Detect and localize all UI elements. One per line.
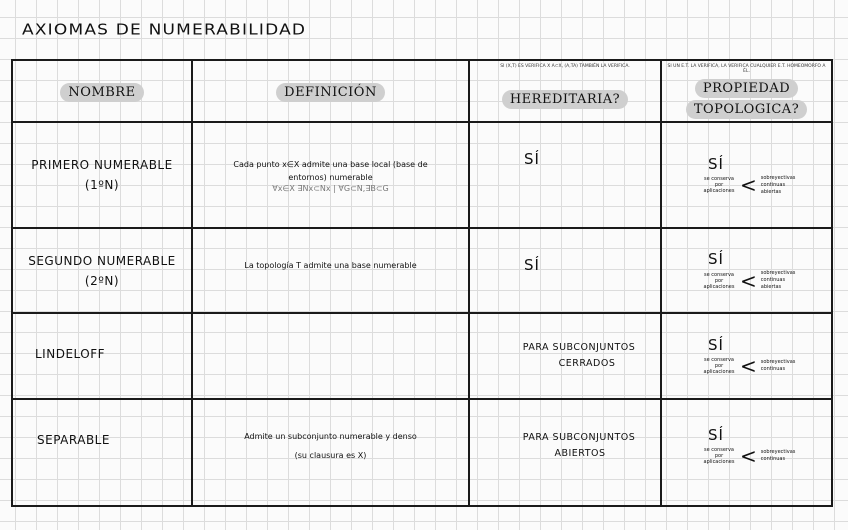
row-property-cell (661, 399, 832, 506)
row-name-abbr: (2ºN) (84, 273, 120, 288)
header-nombre-label: NOMBRE (60, 83, 143, 102)
row-hereditary-cell (469, 122, 661, 228)
table-row (12, 228, 832, 313)
row-definition-cell (192, 228, 469, 313)
row-name: LINDELOFF (35, 347, 106, 361)
row-definition: La topología T admite una base numerable (244, 261, 417, 270)
row-property-cell (661, 228, 832, 313)
row-name: PRIMERO NUMERABLE (31, 158, 173, 172)
row-property-si: SÍ (708, 154, 724, 173)
prop-note-1: se conserva (703, 357, 734, 363)
prop-list-item: sobreyectivas (760, 359, 796, 365)
header-definicion (192, 60, 469, 122)
prop-note-1: se conserva (703, 271, 734, 278)
row-definition-cell (192, 122, 469, 228)
row-definition-cell (192, 313, 469, 399)
header-hereditaria-label: HEREDITARIA? (502, 90, 628, 109)
row-property-si: SÍ (708, 336, 724, 354)
less-than-arrow-icon: < (740, 268, 757, 293)
less-than-arrow-icon: < (740, 444, 757, 468)
row-name: SEGUNDO NUMERABLE (28, 253, 176, 268)
row-property-si: SÍ (708, 426, 724, 444)
row-property-cell (661, 313, 832, 399)
hereditaria-note: SI (X,T) ES VERIFICA X A⊂X, (A,TA) TAMBIÉN LA VERIFICA. (500, 64, 630, 69)
prop-note-1: se conserva (703, 447, 734, 453)
prop-note-1: se conserva (703, 176, 734, 182)
prop-note-2: por aplicaciones (703, 277, 735, 290)
row-property-cell (661, 122, 832, 228)
row-property-si: SÍ (708, 250, 724, 268)
less-than-arrow-icon: < (740, 173, 757, 197)
row-name-abbr: (1ºN) (84, 178, 120, 192)
prop-list-item: continuas (760, 277, 786, 283)
row-hereditary-cell (469, 313, 661, 399)
row-name-cell (12, 122, 192, 228)
table-row (12, 313, 832, 399)
row-hereditary: PARA SUBCONJUNTOS (522, 342, 636, 353)
header-hereditaria (469, 60, 661, 122)
row-hereditary-cell (469, 228, 661, 313)
prop-list-item: abiertas (760, 284, 782, 290)
row-name: SEPARABLE (37, 433, 110, 447)
row-definition-cont: (su clausura es X) (294, 451, 367, 460)
prop-list-item: abiertas (760, 188, 782, 195)
prop-list-item: continuas (760, 366, 786, 372)
row-hereditary: SÍ (524, 256, 540, 274)
row-definition: Admite un subconjunto numerable y denso (244, 432, 417, 441)
row-name-cell (12, 399, 192, 506)
prop-list-item: sobreyectivas (760, 449, 796, 455)
prop-list-item: sobreyectivas (760, 270, 796, 276)
prop-list-item: continuas (760, 181, 786, 188)
row-hereditary: PARA SUBCONJUNTOS (522, 432, 636, 443)
less-than-arrow-icon: < (740, 354, 757, 378)
header-definicion-label: DEFINICIÓN (276, 83, 385, 102)
row-hereditary-cont: CERRADOS (558, 358, 616, 369)
propiedad-note: SI UN E.T. LA VERIFICA, LA VERIFICA CUALQUIER E.T. HOMEOMORFO A ÉL. (667, 64, 826, 74)
row-definition: Cada punto x∈X admite una base local (base de (233, 159, 428, 169)
header-row (12, 60, 832, 122)
table-row (12, 122, 832, 228)
row-definition-cont: entornos) numerable (288, 172, 373, 182)
row-definition-cell (192, 399, 469, 506)
prop-note-2: por aplicaciones (703, 363, 735, 375)
row-definition-formula: ∀x∈X ∃Nx⊂Nx | ∀G⊂N,∃B⊂G (272, 183, 389, 193)
header-nombre (12, 60, 192, 122)
row-hereditary-cont: ABIERTOS (554, 448, 606, 459)
header-propiedad (661, 60, 832, 122)
row-hereditary-cell (469, 399, 661, 506)
row-hereditary: SÍ (524, 150, 540, 168)
prop-note-2: por aplicaciones (703, 453, 735, 465)
axioms-table (11, 59, 833, 507)
table-row (12, 399, 832, 506)
prop-list-item: sobreyectivas (760, 174, 796, 181)
header-propiedad-label-2: TOPOLOGICA? (686, 100, 807, 119)
row-name-cell (12, 313, 192, 399)
header-propiedad-label-1: PROPIEDAD (695, 79, 798, 98)
row-name-cell (12, 228, 192, 313)
prop-list-item: continuas (760, 456, 786, 462)
prop-note-2: por aplicaciones (703, 182, 735, 194)
page-title: AXIOMAS DE NUMERABILIDAD (22, 21, 307, 39)
